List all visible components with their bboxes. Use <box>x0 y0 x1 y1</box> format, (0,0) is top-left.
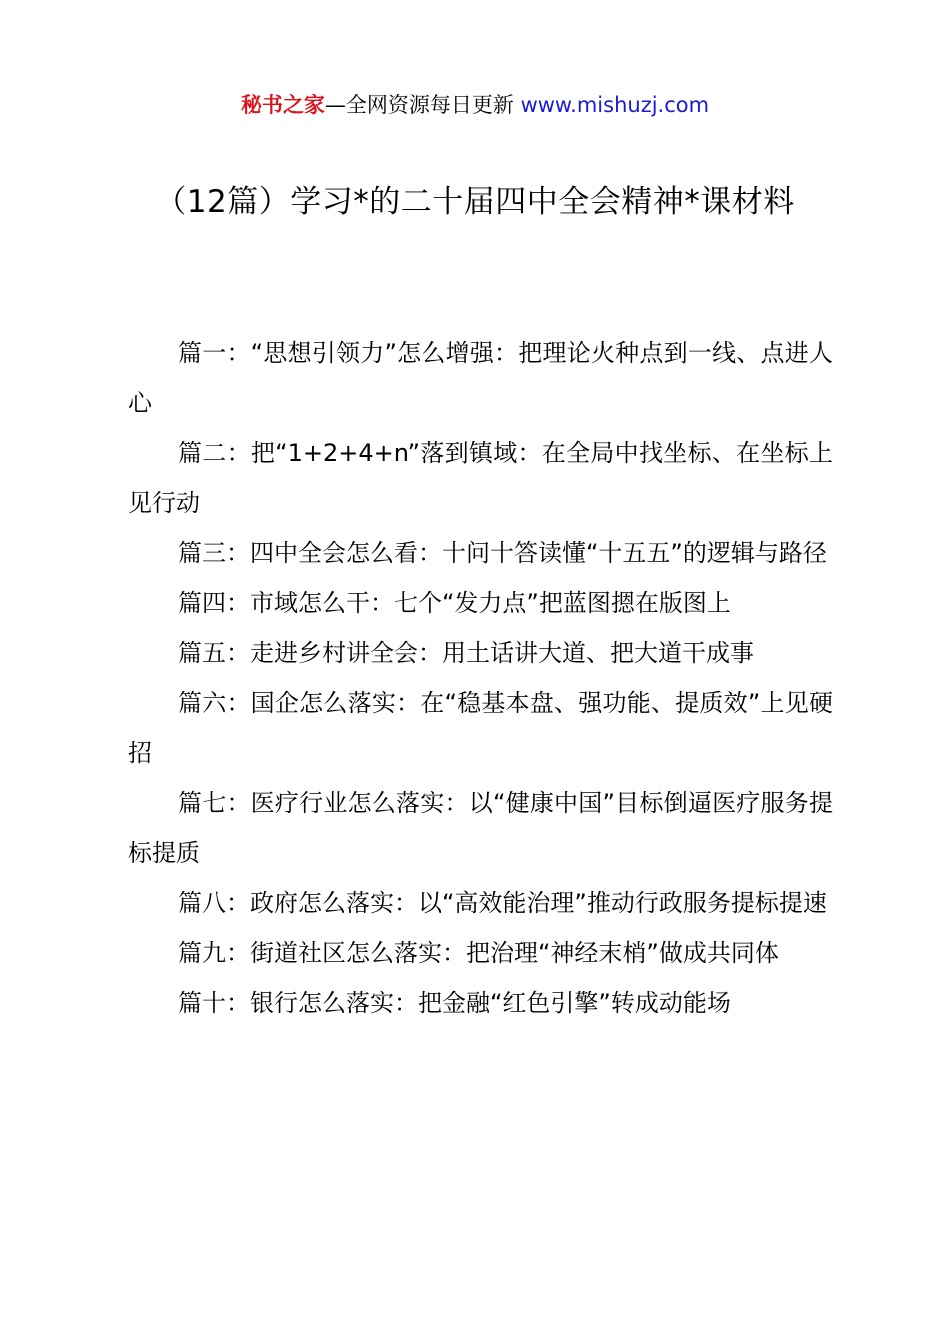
document-title: （12篇）学习*的二十届四中全会精神*课材料 <box>155 184 795 220</box>
toc-item-10: 篇十：银行怎么落实：把金融“红色引擎”转成动能场 <box>178 989 731 1017</box>
toc-item-5: 篇五：走进乡村讲全会：用土话讲大道、把大道干成事 <box>178 639 754 667</box>
site-brand: 秘书之家 <box>240 93 325 117</box>
toc-item-8: 篇八：政府怎么落实：以“高效能治理”推动行政服务提标提速 <box>178 889 827 917</box>
toc-item-2: 篇二：把“1+2+4+n”落到镇域：在全局中找坐标、在坐标上见行动 <box>128 439 833 517</box>
table-of-contents <box>128 328 833 1028</box>
toc-item-3: 篇三：四中全会怎么看：十问十答读懂“十五五”的逻辑与路径 <box>178 539 827 567</box>
toc-item-6: 篇六：国企怎么落实：在“稳基本盘、强功能、提质效”上见硬招 <box>128 689 833 767</box>
toc-item-7: 篇七：医疗行业怎么落实：以“健康中国”目标倒逼医疗服务提标提质 <box>128 789 833 867</box>
site-tagline: —全网资源每日更新 <box>324 93 514 117</box>
toc-item-9: 篇九：街道社区怎么落实：把治理“神经末梢”做成共同体 <box>178 939 779 967</box>
toc-item-4: 篇四：市域怎么干：七个“发力点”把蓝图摁在版图上 <box>178 589 731 617</box>
site-url-link[interactable]: www.mishuzj.com <box>520 93 710 117</box>
toc-item-1: 篇一：“思想引领力”怎么增强：把理论火种点到一线、点进人心 <box>128 339 833 417</box>
site-header <box>0 90 950 120</box>
